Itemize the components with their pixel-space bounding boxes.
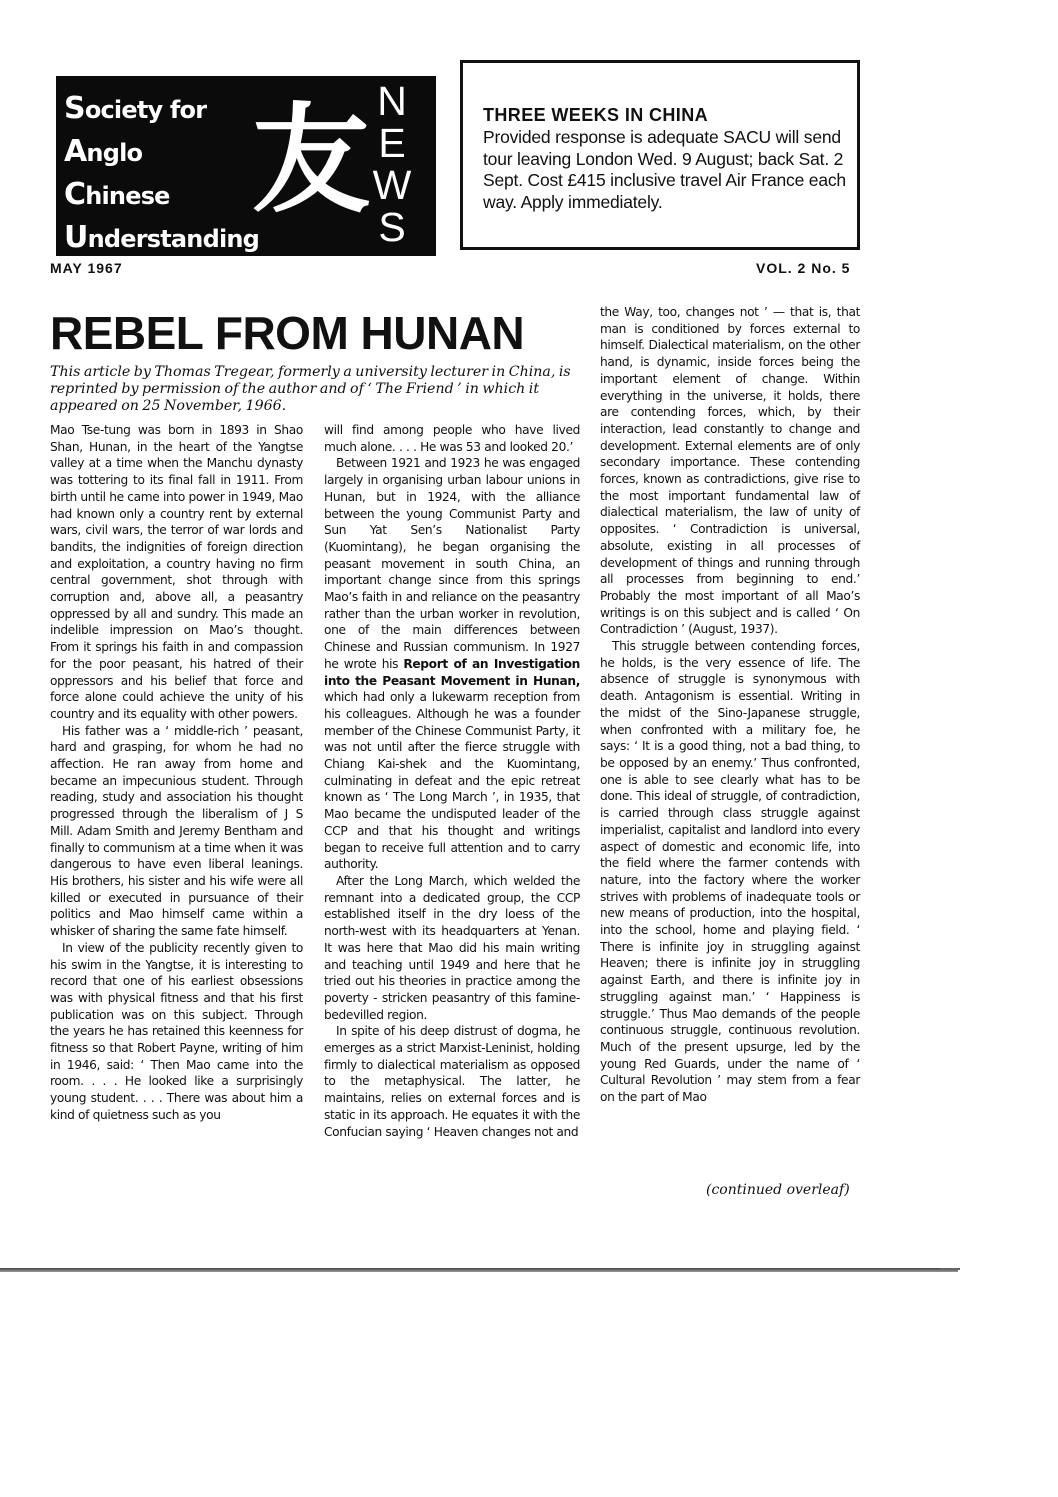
paragraph: After the Long March, which welded the remnant into a dedicated group, the CCP established itself in the dry loess of the north-west with its headquarters at Yenan. It was here that Mao did his main writing and teaching until 1949 and here that he tried out his theories in practice among the poverty - stricken peasantry of this famine-bedevilled region.: [324, 873, 580, 1022]
news-letter: W: [372, 162, 412, 208]
news-wordmark: [368, 80, 416, 248]
news-letter: N: [377, 78, 407, 124]
society-name-line: Anglo: [64, 134, 143, 169]
article-column-1: [50, 422, 303, 1124]
article-column-3: [600, 304, 860, 1106]
continued-overleaf-note: (continued overleaf): [706, 1182, 850, 1198]
paragraph: His father was a ‘ middle-rich ’ peasant, hard and grasping, for whom he had no affection. He ran away from home and became an impecunious student. Through reading, study and association his thought progressed through the liberalism of J S Mill. Adam Smith and Jeremy Bentham and finally to communism at a time when it was dangerous to have even liberal leanings. His brothers, his sister and his wife were all killed or executed in pursuance of their politics and Mao himself came within a whisker of sharing the same fate himself.: [50, 723, 303, 939]
paragraph: This struggle between contending forces, he holds, is the very essence of life. The absence of struggle is synonymous with death. Antagonism is essential. Writing in the midst of the Sino-Japanese struggle, when confronted with a military foe, he says: ‘ It is a good thing, not a bad thing, to be opposed by an enemy.’ Thus confronted, one is able to see clearly what has to be done. This ideal of struggle, of contradiction, is carried through class struggle against imperialist, capitalist and landlord into every aspect of domestic and economic life, into the field where the farmer contends with nature, into the factory where the worker strives with problems of inadequate tools or new means of production, into the hospital, into the school, home and playing field. ‘ There is infinite joy in struggling against Heaven; there is infinite joy in struggling against Earth, and there is infinite joy in struggling against man.’ ‘ Happiness is struggle.’ Thus Mao demands of the people continuous struggle, continuous revolution. Much of the present upsurge, led by the young Red Guards, under the name of ‘ Cultural Revolution ’ may stem from a fear on the part of Mao: [600, 639, 860, 1105]
scan-edge-mark: [940, 1268, 960, 1270]
paragraph: In view of the publicity recently given to his swim in the Yangtse, it is interesting to record that one of his earliest obsessions was with physical fitness and that his first publication was on this subject. Through the years he has retained this keenness for fitness so that Robert Payne, writing of him in 1946, said: ‘ Then Mao came into the room. . . . He looked like a surprisingly young student. . . . There was about him a kind of quietness such as you: [50, 940, 303, 1122]
paragraph: In spite of his deep distrust of dogma, he emerges as a strict Marxist-Leninist, holding firmly to dialectical materialism as opposed to the metaphysical. The latter, he maintains, relies on external forces and is static in its approach. He equates it with the Confucian saying ‘ Heaven changes not and: [324, 1024, 580, 1139]
friendship-character: 友: [252, 90, 371, 229]
society-name-line: Society for: [64, 91, 207, 126]
tour-notice-text: Provided response is adequate SACU will send tour leaving London Wed. 9 August; back Sat. 2 Sept. Cost £415 inclusive travel Air France each way. Apply immediately.: [483, 127, 846, 212]
masthead-logo: [56, 76, 436, 256]
report-title: Report of an Investigation into the Peasant Movement in Hunan,: [324, 656, 580, 688]
issue-volume: VOL. 2 No. 5: [756, 260, 851, 276]
tour-notice-box: [460, 60, 860, 250]
news-letter: E: [378, 120, 406, 166]
paragraph: the Way, too, changes not ’ — that is, that man is conditioned by forces external to himself. Dialectical materialism, on the other hand, is dynamic, inside forces being the important element of change. Within everything in the universe, it holds, there are contending forces, which, by their interaction, lead constantly to change and development. External elements are of only secondary importance. These contending forces, known as contradictions, give rise to the most important fundamental law of dialectical materialism, the law of unity of opposites. ‘ Contradiction is universal, absolute, existing in all processes of development of things and running through all processes from beginning to end.’ Probably the most important of all Mao’s writings is on this subject and is called ‘ On Contradiction ’ (August, 1937).: [600, 305, 860, 637]
paragraph: Mao Tse-tung was born in 1893 in Shao Shan, Hunan, in the heart of the Yangtse valley at a time when the Manchu dynasty was tottering to its final fall in 1911. From birth until he came into power in 1949, Mao had known only a country rent by external wars, civil wars, the terror of war lords and bandits, the indignities of foreign direction and exploitation, a country having no firm central government, shot through with corruption and, above all, a peasantry oppressed by all and sundry. This made an indelible impression on Mao’s thought. From it springs his faith in and compassion for the poor peasant, his hatred of their oppressors and his belief that force and force alone could achieve the unity of his country and its equality with other powers.: [50, 423, 303, 721]
society-name: [64, 88, 259, 256]
tour-notice-title: THREE WEEKS IN CHINA: [483, 105, 709, 125]
scan-edge-line: [0, 1268, 958, 1272]
news-letter: S: [378, 204, 406, 250]
article-column-2: [324, 422, 580, 1140]
paragraph: Between 1921 and 1923 he was engaged largely in organising urban labour unions in Hunan, but in 1924, with the alliance between the young Communist Party and Sun Yat Sen’s Nationalist Party (Kuomintang), he began organising the peasant movement in south China, an important change since from this springs Mao’s faith in and reliance on the peasantry rather than the urban worker in revolution, one of the main differences between Chinese and Russian communism. In 1927 he wrote his Report of an Investigation into the Peasant Movement in Hunan, which had only a lukewarm reception from his colleagues. Although he was a founder member of the Chinese Communist Party, it was not until after the fierce struggle with Chiang Kai-shek and the Kuomintang, culminating in defeat and the epic retreat known as ‘ The Long March ’, in 1935, that Mao became the undisputed leader of the CCP and that his thought and writings began to receive full attention and to carry authority.: [324, 456, 580, 872]
society-name-line: Understanding: [64, 220, 260, 255]
society-name-line: Chinese: [64, 177, 170, 212]
issue-date: MAY 1967: [50, 260, 123, 276]
article-standfirst: This article by Thomas Tregear, formerly a university lecturer in China, is reprinted by permission of the author and of ‘ The Friend ’ in which it appeared on 25 November, 1966.: [50, 364, 571, 414]
article-headline: REBEL FROM HUNAN: [50, 307, 525, 359]
paragraph: will find among people who have lived much alone. . . . He was 53 and looked 20.’: [324, 423, 580, 454]
